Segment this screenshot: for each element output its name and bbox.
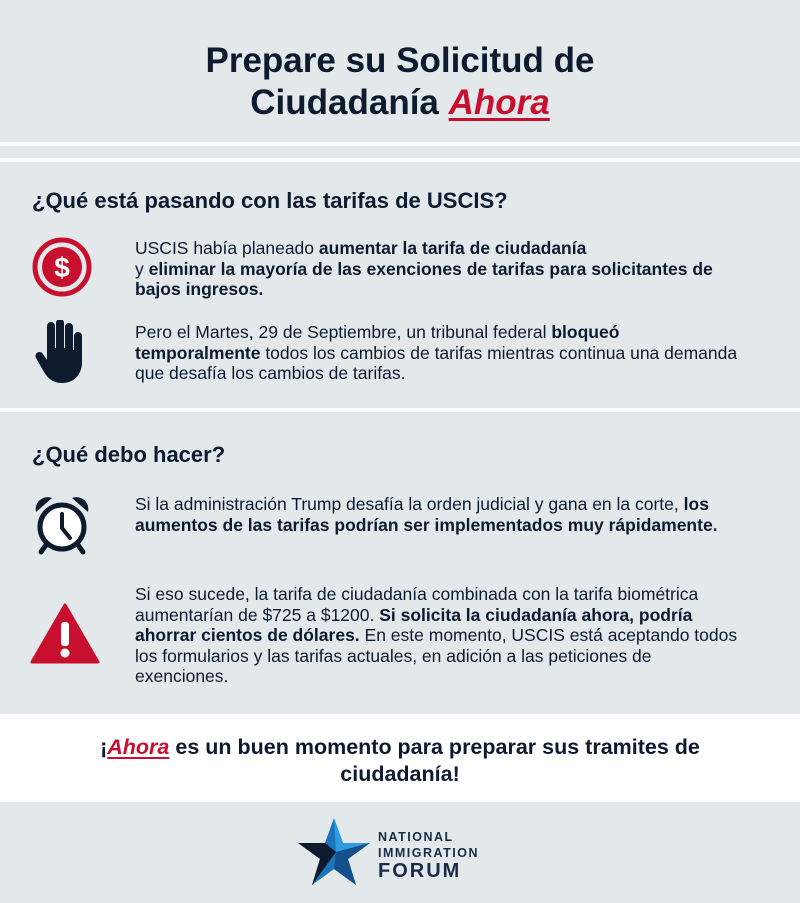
title-accent: Ahora xyxy=(448,83,550,122)
warning-triangle-icon xyxy=(30,602,100,664)
fees-section xyxy=(0,162,800,408)
header xyxy=(0,0,800,142)
dollar-circle-icon xyxy=(31,236,93,298)
text-span: Pero el Martes, 29 de Septiembre, un tribunal federal xyxy=(135,322,552,342)
bold-span: Si solicita la ciudadanía ahora, podría ahorrar cientos de dólares. xyxy=(135,604,693,645)
text-span: Si la administración Trump desafía la orden judicial y gana en la corte, xyxy=(135,494,684,514)
call-to-action xyxy=(0,714,800,802)
logo-line-3: FORUM xyxy=(378,860,462,882)
bold-span: aumentar la tarifa de ciudadanía xyxy=(318,238,587,258)
svg-text:$: $ xyxy=(54,252,70,283)
court-block-text xyxy=(135,322,745,384)
action-section xyxy=(0,412,800,714)
fees-plan-text xyxy=(135,238,745,300)
alarm-clock-icon xyxy=(30,492,94,556)
title-line-2 xyxy=(0,82,800,124)
title-line-2-prefix: Ciudadanía xyxy=(250,83,449,122)
cta-accent: Ahora xyxy=(107,735,170,759)
logo-line-1: NATIONAL xyxy=(378,830,454,844)
text-span: USCIS había planeado xyxy=(135,238,319,258)
bold-span: bloqueó temporalmente xyxy=(135,322,620,363)
text-span: todos los cambios de tarifas mientras continua una demanda que desafía los cambios de tarifas. xyxy=(135,342,738,383)
title-line-1: Prepare su Solicitud de xyxy=(205,41,595,80)
text-span: y xyxy=(135,258,149,279)
logo-line-2: IMMIGRATION xyxy=(378,846,479,860)
cta-prefix: ¡ xyxy=(100,735,108,759)
fee-increase-text xyxy=(135,584,745,687)
cta-rest: es un buen momento para preparar sus tramites de ciudadanía! xyxy=(169,735,700,786)
cta-text xyxy=(40,734,760,788)
text-span: En este momento, USCIS está aceptando todos los formularios y las tarifas actuales, en adición a las peticiones de exenciones. xyxy=(135,625,738,686)
section-title: ¿Qué debo hacer? xyxy=(32,442,226,467)
section-title: ¿Qué está pasando con las tarifas de USCIS? xyxy=(32,188,508,213)
bold-span: eliminar la mayoría de las exenciones de tarifas para solicitantes de bajos ingresos. xyxy=(135,258,713,299)
bold-span: los aumentos de las tarifas podrían ser implementados muy rápidamente. xyxy=(135,494,718,535)
footer xyxy=(0,802,800,903)
star-logo-icon xyxy=(296,816,372,888)
text-span: Si eso sucede, la tarifa de ciudadanía combinada con la tarifa biométrica aumentarían de $725 a $1200. xyxy=(135,584,699,625)
divider xyxy=(0,142,800,146)
court-risk-text xyxy=(135,494,745,535)
page-title xyxy=(0,40,800,124)
hand-stop-icon xyxy=(34,320,82,384)
